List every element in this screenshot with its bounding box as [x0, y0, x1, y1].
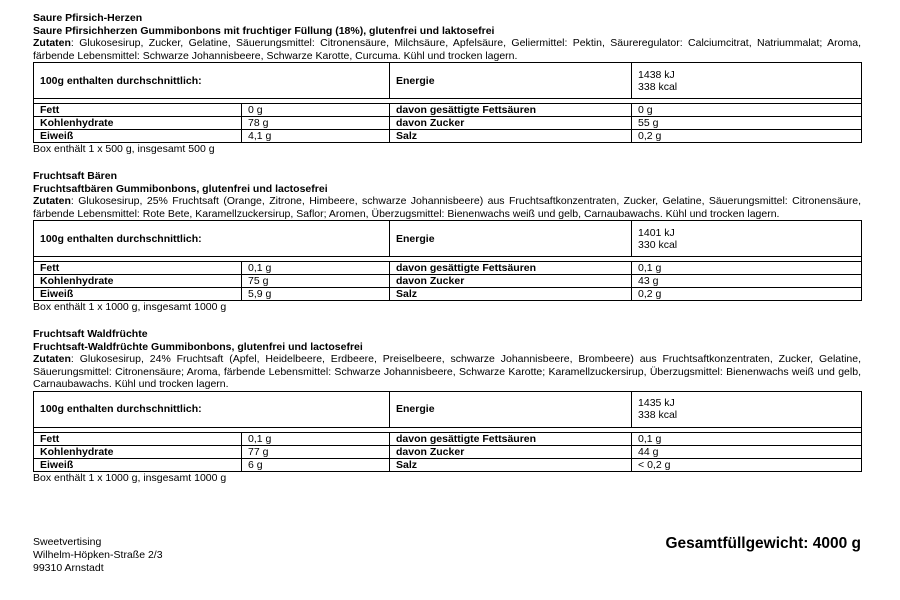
product-sheet — [33, 12, 861, 499]
fat-label: Fett — [34, 104, 242, 117]
table-row — [34, 432, 862, 445]
product-name: Fruchtsaft Bären — [33, 170, 118, 182]
table-row — [34, 104, 862, 117]
sugar-label: davon Zucker — [390, 445, 632, 458]
table-row — [34, 117, 862, 130]
box-content-note: Box enthält 1 x 500 g, insgesamt 500 g — [33, 143, 215, 155]
saturated-label: davon gesättigte Fettsäuren — [390, 104, 632, 117]
table-row — [34, 445, 862, 458]
product-name: Saure Pfirsich-Herzen — [33, 12, 143, 24]
carbs-label: Kohlenhydrate — [34, 117, 242, 130]
table-row — [34, 130, 862, 143]
company-name: Sweetvertising — [33, 536, 102, 548]
product-name: Fruchtsaft Waldfrüchte — [33, 328, 148, 340]
energy-kcal: 338 kcal — [638, 409, 678, 421]
fat-label: Fett — [34, 262, 242, 275]
company-address — [33, 536, 163, 575]
carbs-value: 78 g — [242, 117, 390, 130]
carbs-value: 77 g — [242, 445, 390, 458]
energy-value — [632, 221, 862, 257]
energy-value — [632, 63, 862, 99]
nutrition-header-row — [34, 63, 862, 99]
ingredients-list: : Glukosesirup, 24% Fruchtsaft (Apfel, Heidelbeere, Erdbeere, Preiselbeere, schwarze Johannisbeere, Brombeere) aus Fruchtsaftkonzentraten, Zucker, Gelatine, Säuerungsmittel: Citronensäure; Aroma, färbende Lebensmittel: Schwarze Johannisbeere, Schwarze Karotte; Karamellzuckersirup, Überzugsmittel: Bienenwachs weiß und gelb, Carnaubawachs. Kühl und trocken lagern. — [33, 353, 861, 390]
ingredients-text — [33, 353, 861, 391]
salt-label: Salz — [390, 458, 632, 471]
fat-value: 0,1 g — [242, 432, 390, 445]
salt-label: Salz — [390, 130, 632, 143]
sugar-value: 43 g — [632, 275, 862, 288]
saturated-value: 0,1 g — [632, 432, 862, 445]
fat-value: 0,1 g — [242, 262, 390, 275]
salt-value: 0,2 g — [632, 288, 862, 301]
product-section — [33, 328, 861, 485]
ingredients-label: Zutaten — [33, 37, 71, 49]
energy-kj: 1401 kJ — [638, 226, 675, 239]
nutrition-header: 100g enthalten durchschnittlich: — [34, 391, 390, 427]
box-content-note: Box enthält 1 x 1000 g, insgesamt 1000 g — [33, 301, 227, 313]
carbs-label: Kohlenhydrate — [34, 275, 242, 288]
protein-label: Eiweiß — [34, 458, 242, 471]
ingredients-label: Zutaten — [33, 353, 71, 365]
sugar-label: davon Zucker — [390, 117, 632, 130]
saturated-label: davon gesättigte Fettsäuren — [390, 432, 632, 445]
sugar-value: 55 g — [632, 117, 862, 130]
table-row — [34, 288, 862, 301]
table-row — [34, 262, 862, 275]
product-subtitle: Saure Pfirsichherzen Gummibonbons mit fruchtiger Füllung (18%), glutenfrei und laktosefrei — [33, 24, 495, 37]
nutrition-header-row — [34, 391, 862, 427]
energy-kcal: 338 kcal — [638, 80, 678, 93]
product-section — [33, 12, 861, 156]
nutrition-table — [33, 62, 862, 143]
ingredients-label: Zutaten — [33, 195, 71, 207]
protein-label: Eiweiß — [34, 130, 242, 143]
saturated-value: 0 g — [632, 104, 862, 117]
carbs-label: Kohlenhydrate — [34, 445, 242, 458]
nutrition-header: 100g enthalten durchschnittlich: — [34, 221, 390, 257]
fat-value: 0 g — [242, 104, 390, 117]
nutrition-header: 100g enthalten durchschnittlich: — [34, 63, 390, 99]
energy-label: Energie — [390, 391, 632, 427]
saturated-label: davon gesättigte Fettsäuren — [390, 262, 632, 275]
saturated-value: 0,1 g — [632, 262, 862, 275]
table-row — [34, 275, 862, 288]
energy-kcal: 330 kcal — [638, 238, 678, 251]
energy-label: Energie — [390, 221, 632, 257]
sugar-value: 44 g — [632, 445, 862, 458]
salt-label: Salz — [390, 288, 632, 301]
product-section — [33, 170, 861, 314]
salt-value: 0,2 g — [632, 130, 862, 143]
carbs-value: 75 g — [242, 275, 390, 288]
salt-value: < 0,2 g — [632, 458, 862, 471]
protein-value: 5,9 g — [242, 288, 390, 301]
ingredients-list: : Glukosesirup, Zucker, Gelatine, Säuerungsmittel: Citronensäure, Milchsäure, Apfelsäure, Geliermittel: Pektin, Säureregulator: Calciumcitrat, Natriummalat; Aroma, färbende Lebensmittel: Schwarze Johannisbeere, Schwarze Karotte, Curcuma. Kühl und trocken lagern. — [33, 37, 861, 62]
company-city: 99310 Arnstadt — [33, 562, 104, 574]
table-row — [34, 458, 862, 471]
protein-value: 6 g — [242, 458, 390, 471]
protein-label: Eiweiß — [34, 288, 242, 301]
product-subtitle: Fruchtsaft-Waldfrüchte Gummibonbons, glutenfrei und lactosefrei — [33, 340, 363, 353]
company-street: Wilhelm-Höpken-Straße 2/3 — [33, 549, 163, 561]
fat-label: Fett — [34, 432, 242, 445]
protein-value: 4,1 g — [242, 130, 390, 143]
energy-label: Energie — [390, 63, 632, 99]
energy-value — [632, 391, 862, 427]
total-weight: Gesamtfüllgewicht: 4000 g — [665, 535, 861, 552]
ingredients-text — [33, 195, 861, 220]
nutrition-table — [33, 391, 862, 472]
energy-kj: 1435 kJ — [638, 397, 675, 409]
box-content-note: Box enthält 1 x 1000 g, insgesamt 1000 g — [33, 471, 227, 484]
energy-kj: 1438 kJ — [638, 68, 675, 81]
nutrition-header-row — [34, 221, 862, 257]
nutrition-table — [33, 220, 862, 301]
ingredients-text — [33, 37, 861, 62]
ingredients-list: : Glukosesirup, 25% Fruchtsaft (Orange, Zitrone, Himbeere, schwarze Johannisbeere) aus Fruchtsaftkonzentraten, Zucker, Gelatine, Säuerungsmittel: Citronensäure, färbende Lebensmittel: Rote Bete, Karamellzuckersirup, Saflor; Aromen, Überzugsmittel: Bienenwachs weiß und gelb, Carnaubawachs. Kühl und trocken lagern. — [33, 195, 861, 220]
sugar-label: davon Zucker — [390, 275, 632, 288]
product-subtitle: Fruchtsaftbären Gummibonbons, glutenfrei und lactosefrei — [33, 182, 328, 195]
